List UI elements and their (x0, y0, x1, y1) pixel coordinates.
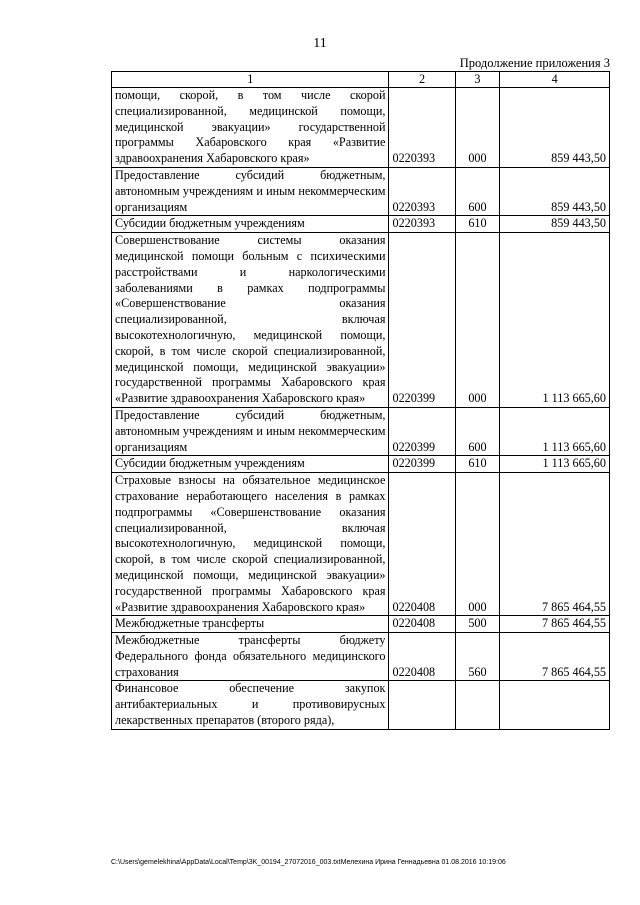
table-row (112, 407, 610, 455)
table-row (112, 473, 610, 616)
row-amount: 1 113 665,60 (500, 456, 610, 473)
row-type: 000 (455, 233, 500, 408)
row-name: Предоставление субсидий бюджетным, автономным учреждениям и иным некоммерческим организациям (112, 407, 389, 455)
header-col-4: 4 (500, 72, 610, 88)
table-row (112, 216, 610, 233)
budget-table (111, 71, 610, 730)
table-row (112, 616, 610, 633)
row-type: 600 (455, 407, 500, 455)
row-name: Предоставление субсидий бюджетным, автономным учреждениям и иным некоммерческим организациям (112, 167, 389, 215)
row-name: Межбюджетные трансферты бюджету Федерального фонда обязательного медицинского страхования (112, 633, 389, 681)
row-type: 560 (455, 633, 500, 681)
row-code: 0220408 (389, 473, 455, 616)
table-header-row (112, 72, 610, 88)
row-type: 610 (455, 456, 500, 473)
row-code: 0220399 (389, 456, 455, 473)
row-code: 0220393 (389, 216, 455, 233)
row-amount: 859 443,50 (500, 88, 610, 168)
row-type: 000 (455, 473, 500, 616)
header-col-1: 1 (112, 72, 389, 88)
row-amount: 1 113 665,60 (500, 407, 610, 455)
row-code: 0220408 (389, 633, 455, 681)
table-row (112, 681, 610, 729)
row-amount: 1 113 665,60 (500, 233, 610, 408)
header-col-3: 3 (455, 72, 500, 88)
table-row (112, 456, 610, 473)
table-row (112, 88, 610, 168)
row-type: 600 (455, 167, 500, 215)
table-row (112, 233, 610, 408)
row-amount: 7 865 464,55 (500, 473, 610, 616)
continuation-label: Продолжение приложения 3 (459, 56, 610, 70)
table-row (112, 167, 610, 215)
row-type (455, 681, 500, 729)
row-code: 0220399 (389, 407, 455, 455)
row-code: 0220393 (389, 167, 455, 215)
table-row (112, 633, 610, 681)
header-col-2: 2 (389, 72, 455, 88)
row-name: Субсидии бюджетным учреждениям (112, 456, 389, 473)
row-code: 0220393 (389, 88, 455, 168)
row-name: Субсидии бюджетным учреждениям (112, 216, 389, 233)
row-name: Страховые взносы на обязательное медицинское страхование неработающего населения в рамках подпрограммы «Совершенствование оказания специализированной, включая высокотехнологичную, медицинской помощи, скорой, в том числе скорой специализированной, медицинской помощи, медицинской эвакуации» государственной программы Хабаровского края «Развитие здравоохранения Хабаровского края» (112, 473, 389, 616)
row-name: Межбюджетные трансферты (112, 616, 389, 633)
row-code (389, 681, 455, 729)
row-amount: 7 865 464,55 (500, 616, 610, 633)
row-code: 0220399 (389, 233, 455, 408)
row-amount: 859 443,50 (500, 216, 610, 233)
page-number: 11 (313, 36, 327, 51)
row-type: 610 (455, 216, 500, 233)
row-type: 000 (455, 88, 500, 168)
footer-file-path: C:\Users\gemelekhina\AppData\Local\Temp\3K_00194_27072016_003.txtМелехина Ирина Геннадьевна 01.08.2016 10:19:06 (111, 859, 506, 866)
row-amount: 859 443,50 (500, 167, 610, 215)
row-amount: 7 865 464,55 (500, 633, 610, 681)
row-code: 0220408 (389, 616, 455, 633)
row-name: Финансовое обеспечение закупок антибактериальных и противовирусных лекарственных препаратов (второго ряда), (112, 681, 389, 729)
row-type: 500 (455, 616, 500, 633)
row-name: помощи, скорой, в том числе скорой специализированной, медицинской помощи, медицинской эвакуации» государственной программы Хабаровского края «Развитие здравоохранения Хабаровского края» (112, 88, 389, 168)
row-name: Совершенствование системы оказания медицинской помощи больным с психическими расстройствами и наркологическими заболеваниями в рамках подпрограммы «Совершенствование оказания специализированной, включая высокотехнологичную, медицинской помощи, скорой, в том числе скорой специализированной, медицинской помощи, медицинской эвакуации» государственной программы Хабаровского края «Развитие здравоохранения Хабаровского края» (112, 233, 389, 408)
row-amount (500, 681, 610, 729)
